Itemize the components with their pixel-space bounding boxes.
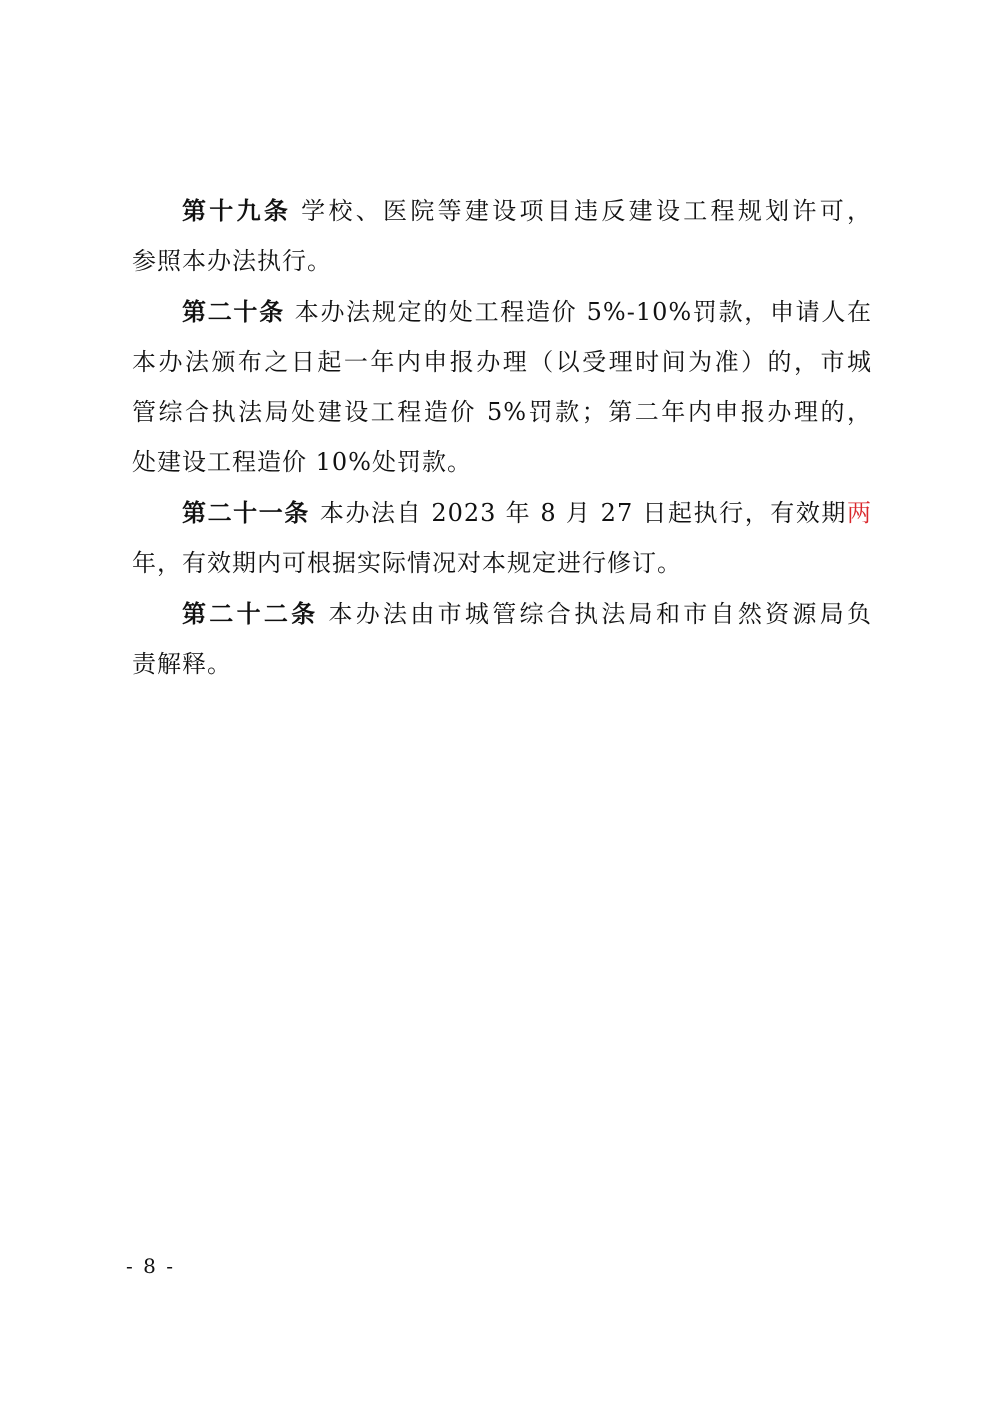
article-22 (132, 589, 872, 689)
article-22-heading: 第二十二条 (182, 600, 319, 628)
article-22-line-1 (132, 589, 872, 639)
article-19-heading: 第十九条 (182, 197, 292, 225)
article-21 (132, 488, 872, 588)
article-19-line-2: 参照本办法执行。 (132, 247, 332, 275)
article-20 (132, 287, 872, 487)
article-19 (132, 186, 872, 286)
article-20-line-2: 本办法颁布之日起一年内申报办理（以受理时间为准）的，市城 (132, 348, 872, 376)
article-19-text-1: 学校、医院等建设项目违反建设工程规划许可， (301, 197, 873, 225)
article-22-text-1: 本办法由市城管综合执法局和市自然资源局负 (328, 600, 873, 628)
article-20-line-4: 处建设工程造价 10%处罚款。 (132, 448, 472, 476)
article-20-line-1 (132, 287, 872, 337)
article-21-heading: 第二十一条 (182, 499, 310, 527)
article-21-text-1: 本办法自 2023 年 8 月 27 日起执行，有效期 (319, 499, 847, 527)
article-19-line-1 (132, 186, 872, 236)
article-21-highlight: 两 (847, 499, 872, 527)
article-21-line-1 (132, 488, 872, 538)
article-22-line-2: 责解释。 (132, 650, 232, 678)
page-number: - 8 - (126, 1254, 175, 1278)
article-20-line-3: 管综合执法局处建设工程造价 5%罚款；第二年内申报办理的， (132, 398, 872, 426)
article-20-text-1: 本办法规定的处工程造价 5%-10%罚款，申请人在 (294, 298, 873, 326)
article-20-heading: 第二十条 (182, 298, 285, 326)
article-21-line-2: 年，有效期内可根据实际情况对本规定进行修订。 (132, 549, 682, 577)
